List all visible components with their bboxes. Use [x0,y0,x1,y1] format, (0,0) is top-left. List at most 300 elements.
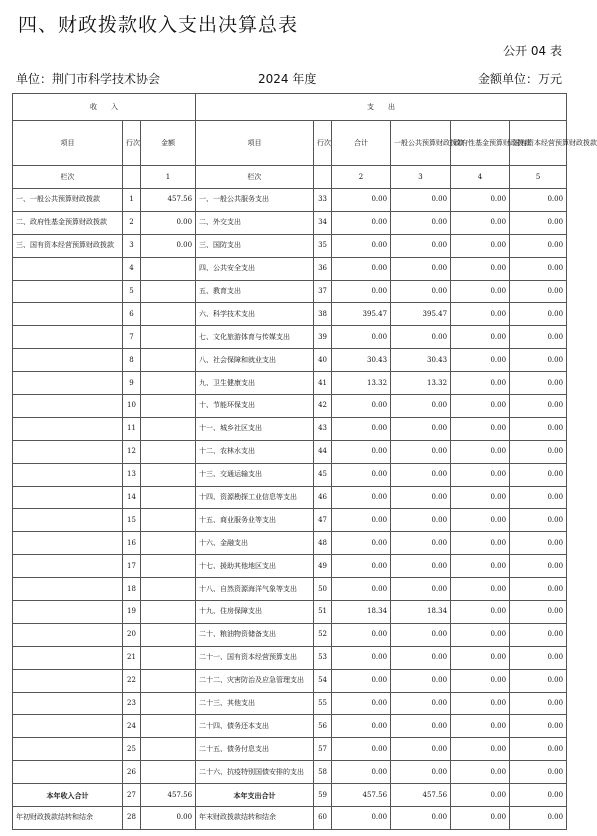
gov-fund-amount: 0.00 [451,280,510,303]
general-budget-amount: 0.00 [391,509,451,532]
income-line: 2 [123,211,141,234]
income-line: 6 [123,303,141,326]
gov-fund-amount: 0.00 [451,532,510,555]
income-item [13,601,123,624]
state-capital-amount: 0.00 [510,623,567,646]
expense-item: 二十五、债务付息支出 [196,738,314,761]
total-amount: 0.00 [332,280,391,303]
expense-line: 44 [314,440,332,463]
table-row [13,280,567,303]
total-amount: 0.00 [332,578,391,601]
expense-item: 十九、住房保障支出 [196,601,314,624]
income-line: 7 [123,326,141,349]
income-amount [141,372,196,395]
general-budget-header: 一般公共预算财政拨款 [391,121,451,166]
expense-line: 42 [314,395,332,418]
gov-fund-amount: 0.00 [451,349,510,372]
table-row [13,303,567,326]
general-budget-amount: 0.00 [391,738,451,761]
table-row [13,440,567,463]
state-capital-amount: 0.00 [510,486,567,509]
expense-line: 35 [314,234,332,257]
income-line: 3 [123,234,141,257]
income-amount [141,395,196,418]
expense-line: 53 [314,646,332,669]
income-amount [141,715,196,738]
income-item [13,646,123,669]
state-capital-amount: 0.00 [510,326,567,349]
general-budget-amount: 0.00 [391,326,451,349]
total-amount: 395.47 [332,303,391,326]
income-line: 8 [123,349,141,372]
total-amount: 0.00 [332,463,391,486]
gov-fund-amount: 0.00 [451,509,510,532]
income-line: 26 [123,761,141,784]
income-line: 23 [123,692,141,715]
expense-item: 十七、援助其他地区支出 [196,555,314,578]
gov-fund-amount: 0.00 [451,761,510,784]
state-capital-amount: 0.00 [510,692,567,715]
income-line: 21 [123,646,141,669]
general-budget-amount: 0.00 [391,692,451,715]
col-number-4: 4 [451,166,510,189]
expense-line: 60 [314,807,332,830]
income-item [13,761,123,784]
income-line: 16 [123,532,141,555]
total-amount: 0.00 [332,417,391,440]
general-budget-amount: 0.00 [391,463,451,486]
general-budget-amount: 0.00 [391,669,451,692]
expense-line: 58 [314,761,332,784]
state-capital-amount: 0.00 [510,578,567,601]
expense-item: 十八、自然资源海洋气象等支出 [196,578,314,601]
table-row [13,326,567,349]
income-item [13,532,123,555]
income-item: 三、国有资本经营预算财政拨款 [13,234,123,257]
table-row [13,601,567,624]
expense-line-header: 行次 [314,121,332,166]
expense-line: 52 [314,623,332,646]
total-amount: 0.00 [332,761,391,784]
total-amount: 0.00 [332,257,391,280]
income-amount: 0.00 [141,234,196,257]
income-amount [141,349,196,372]
gov-fund-amount: 0.00 [451,440,510,463]
income-amount [141,623,196,646]
income-line: 24 [123,715,141,738]
income-line: 15 [123,509,141,532]
table-row [13,784,567,807]
state-capital-amount: 0.00 [510,807,567,830]
state-capital-amount: 0.00 [510,463,567,486]
total-amount: 0.00 [332,715,391,738]
total-amount: 0.00 [332,211,391,234]
income-amount [141,669,196,692]
income-item: 二、政府性基金预算财政拨款 [13,211,123,234]
total-amount: 0.00 [332,532,391,555]
expense-line: 34 [314,211,332,234]
expense-line: 51 [314,601,332,624]
income-amount-header: 金额 [141,121,196,166]
expense-item: 五、教育支出 [196,280,314,303]
table-row [13,532,567,555]
gov-fund-header: 政府性基金预算财政拨款 [451,121,510,166]
general-budget-amount: 0.00 [391,211,451,234]
expense-line: 48 [314,532,332,555]
income-item [13,303,123,326]
expense-item: 本年支出合计 [196,784,314,807]
income-line: 28 [123,807,141,830]
expense-item: 十四、资源勘探工业信息等支出 [196,486,314,509]
table-row [13,349,567,372]
gov-fund-amount: 0.00 [451,692,510,715]
income-amount [141,280,196,303]
state-capital-amount: 0.00 [510,669,567,692]
table-row [13,715,567,738]
state-capital-amount: 0.00 [510,257,567,280]
general-budget-amount: 0.00 [391,395,451,418]
expense-line: 59 [314,784,332,807]
total-amount: 13.32 [332,372,391,395]
income-amount [141,692,196,715]
expense-item: 十六、金融支出 [196,532,314,555]
income-item [13,509,123,532]
expense-item: 年末财政拨款结转和结余 [196,807,314,830]
total-amount: 18.34 [332,601,391,624]
income-line: 1 [123,189,141,212]
income-line: 4 [123,257,141,280]
income-amount [141,532,196,555]
total-amount: 0.00 [332,692,391,715]
general-budget-amount: 13.32 [391,372,451,395]
state-capital-amount: 0.00 [510,372,567,395]
income-item [13,738,123,761]
income-line-header: 行次 [123,121,141,166]
gov-fund-amount: 0.00 [451,326,510,349]
gov-fund-amount: 0.00 [451,257,510,280]
income-amount [141,646,196,669]
income-item: 本年收入合计 [13,784,123,807]
gov-fund-amount: 0.00 [451,211,510,234]
income-amount [141,761,196,784]
expense-item: 十二、农林水支出 [196,440,314,463]
general-budget-amount: 0.00 [391,189,451,212]
state-capital-amount: 0.00 [510,646,567,669]
income-amount: 457.56 [141,784,196,807]
col-label-2: 栏次 [196,166,314,189]
gov-fund-amount: 0.00 [451,646,510,669]
expense-item: 二十、粮油物资储备支出 [196,623,314,646]
income-item [13,395,123,418]
income-amount [141,578,196,601]
state-capital-amount: 0.00 [510,234,567,257]
expense-line: 33 [314,189,332,212]
income-item-header: 项目 [13,121,123,166]
total-amount: 0.00 [332,234,391,257]
expense-line: 55 [314,692,332,715]
general-budget-amount: 0.00 [391,623,451,646]
gov-fund-amount: 0.00 [451,601,510,624]
income-item [13,555,123,578]
general-budget-amount: 0.00 [391,807,451,830]
income-item [13,417,123,440]
total-amount: 0.00 [332,807,391,830]
expense-item: 十一、城乡社区支出 [196,417,314,440]
state-capital-amount: 0.00 [510,761,567,784]
income-amount [141,486,196,509]
total-amount: 0.00 [332,623,391,646]
expense-line: 56 [314,715,332,738]
income-amount: 457.56 [141,189,196,212]
expense-line: 40 [314,349,332,372]
table-row [13,395,567,418]
empty-cell [123,166,141,189]
income-line: 25 [123,738,141,761]
expense-line: 38 [314,303,332,326]
general-budget-amount: 0.00 [391,532,451,555]
state-capital-header: 国有资本经营预算财政拨款 [510,121,567,166]
expense-line: 50 [314,578,332,601]
total-amount: 0.00 [332,189,391,212]
total-amount: 30.43 [332,349,391,372]
total-amount: 457.56 [332,784,391,807]
table-row [13,234,567,257]
table-row [13,555,567,578]
gov-fund-amount: 0.00 [451,669,510,692]
total-amount: 0.00 [332,440,391,463]
income-amount [141,326,196,349]
general-budget-amount: 18.34 [391,601,451,624]
income-item [13,257,123,280]
expense-item: 六、科学技术支出 [196,303,314,326]
general-budget-amount: 0.00 [391,646,451,669]
income-amount [141,303,196,326]
gov-fund-amount: 0.00 [451,738,510,761]
income-amount [141,601,196,624]
income-line: 22 [123,669,141,692]
expense-line: 45 [314,463,332,486]
table-row [13,807,567,830]
table-row [13,486,567,509]
income-line: 11 [123,417,141,440]
expense-item-header: 项目 [196,121,314,166]
income-item [13,692,123,715]
income-line: 14 [123,486,141,509]
income-item [13,578,123,601]
income-item [13,715,123,738]
table-row [13,257,567,280]
state-capital-amount: 0.00 [510,417,567,440]
state-capital-amount: 0.00 [510,715,567,738]
reporting-unit: 单位：荆门市科学技术协会 [16,72,161,86]
state-capital-amount: 0.00 [510,509,567,532]
income-line: 27 [123,784,141,807]
expense-item: 十五、商业服务业等支出 [196,509,314,532]
expense-header: 支 出 [196,94,567,121]
income-amount [141,257,196,280]
gov-fund-amount: 0.00 [451,486,510,509]
income-item [13,349,123,372]
income-item [13,280,123,303]
income-line: 12 [123,440,141,463]
expense-line: 47 [314,509,332,532]
expense-item: 七、文化旅游体育与传媒支出 [196,326,314,349]
income-item [13,669,123,692]
table-row [13,372,567,395]
general-budget-amount: 0.00 [391,486,451,509]
gov-fund-amount: 0.00 [451,234,510,257]
income-amount [141,463,196,486]
income-line: 13 [123,463,141,486]
total-amount: 0.00 [332,509,391,532]
expense-line: 36 [314,257,332,280]
income-line: 20 [123,623,141,646]
gov-fund-amount: 0.00 [451,395,510,418]
fiscal-year: 2024 年度 [258,72,317,86]
income-amount [141,417,196,440]
income-header: 收 入 [13,94,196,121]
income-amount: 0.00 [141,807,196,830]
income-line: 17 [123,555,141,578]
total-header: 合计 [332,121,391,166]
gov-fund-amount: 0.00 [451,715,510,738]
total-amount: 0.00 [332,738,391,761]
gov-fund-amount: 0.00 [451,303,510,326]
table-row [13,189,567,212]
expense-line: 37 [314,280,332,303]
expense-item: 九、卫生健康支出 [196,372,314,395]
col-number-3: 3 [391,166,451,189]
state-capital-amount: 0.00 [510,738,567,761]
table-row [13,578,567,601]
income-amount [141,509,196,532]
state-capital-amount: 0.00 [510,440,567,463]
income-amount: 0.00 [141,211,196,234]
state-capital-amount: 0.00 [510,601,567,624]
income-line: 18 [123,578,141,601]
general-budget-amount: 0.00 [391,280,451,303]
state-capital-amount: 0.00 [510,211,567,234]
income-item [13,440,123,463]
gov-fund-amount: 0.00 [451,578,510,601]
table-row [13,463,567,486]
table-row [13,211,567,234]
expense-line: 46 [314,486,332,509]
income-item [13,486,123,509]
general-budget-amount: 0.00 [391,257,451,280]
income-line: 9 [123,372,141,395]
empty-cell [314,166,332,189]
gov-fund-amount: 0.00 [451,463,510,486]
expense-item: 二、外交支出 [196,211,314,234]
expense-line: 39 [314,326,332,349]
table-row [13,669,567,692]
gov-fund-amount: 0.00 [451,189,510,212]
expense-item: 三、国防支出 [196,234,314,257]
income-line: 19 [123,601,141,624]
income-line: 5 [123,280,141,303]
income-item [13,623,123,646]
state-capital-amount: 0.00 [510,349,567,372]
expense-item: 八、社会保障和就业支出 [196,349,314,372]
state-capital-amount: 0.00 [510,532,567,555]
form-number: 公开 04 表 [503,44,562,58]
expense-item: 一、一般公共服务支出 [196,189,314,212]
state-capital-amount: 0.00 [510,280,567,303]
table-row [13,646,567,669]
expense-line: 43 [314,417,332,440]
expense-line: 41 [314,372,332,395]
general-budget-amount: 0.00 [391,417,451,440]
state-capital-amount: 0.00 [510,189,567,212]
total-amount: 0.00 [332,646,391,669]
general-budget-amount: 0.00 [391,234,451,257]
expense-item: 二十一、国有资本经营预算支出 [196,646,314,669]
budget-table [12,93,597,830]
amount-unit: 金额单位：万元 [477,72,562,86]
expense-line: 54 [314,669,332,692]
gov-fund-amount: 0.00 [451,807,510,830]
income-item: 一、一般公共预算财政拨款 [13,189,123,212]
expense-line: 57 [314,738,332,761]
expense-item: 十三、交通运输支出 [196,463,314,486]
income-item: 年初财政拨款结转和结余 [13,807,123,830]
income-line: 10 [123,395,141,418]
col-label: 栏次 [13,166,123,189]
expense-item: 二十三、其他支出 [196,692,314,715]
general-budget-amount: 30.43 [391,349,451,372]
total-amount: 0.00 [332,395,391,418]
gov-fund-amount: 0.00 [451,372,510,395]
gov-fund-amount: 0.00 [451,417,510,440]
expense-item: 二十二、灾害防治及应急管理支出 [196,669,314,692]
income-item [13,326,123,349]
state-capital-amount: 0.00 [510,303,567,326]
general-budget-amount: 0.00 [391,440,451,463]
state-capital-amount: 0.00 [510,395,567,418]
expense-item: 二十六、抗疫特别国债安排的支出 [196,761,314,784]
income-item [13,463,123,486]
total-amount: 0.00 [332,486,391,509]
expense-item: 二十四、债务还本支出 [196,715,314,738]
gov-fund-amount: 0.00 [451,555,510,578]
gov-fund-amount: 0.00 [451,784,510,807]
table-row [13,417,567,440]
total-amount: 0.00 [332,555,391,578]
income-amount [141,738,196,761]
general-budget-amount: 457.56 [391,784,451,807]
income-amount [141,555,196,578]
total-amount: 0.00 [332,669,391,692]
col-number-1: 1 [141,166,196,189]
table-row [13,509,567,532]
page-title: 四、财政拨款收入支出决算总表 [18,14,299,36]
table-row [13,623,567,646]
total-amount: 0.00 [332,326,391,349]
state-capital-amount: 0.00 [510,555,567,578]
expense-line: 49 [314,555,332,578]
gov-fund-amount: 0.00 [451,623,510,646]
col-number-2: 2 [332,166,391,189]
general-budget-amount: 395.47 [391,303,451,326]
expense-item: 四、公共安全支出 [196,257,314,280]
table-row [13,692,567,715]
general-budget-amount: 0.00 [391,555,451,578]
state-capital-amount: 0.00 [510,784,567,807]
income-item [13,372,123,395]
general-budget-amount: 0.00 [391,715,451,738]
col-number-5: 5 [510,166,567,189]
